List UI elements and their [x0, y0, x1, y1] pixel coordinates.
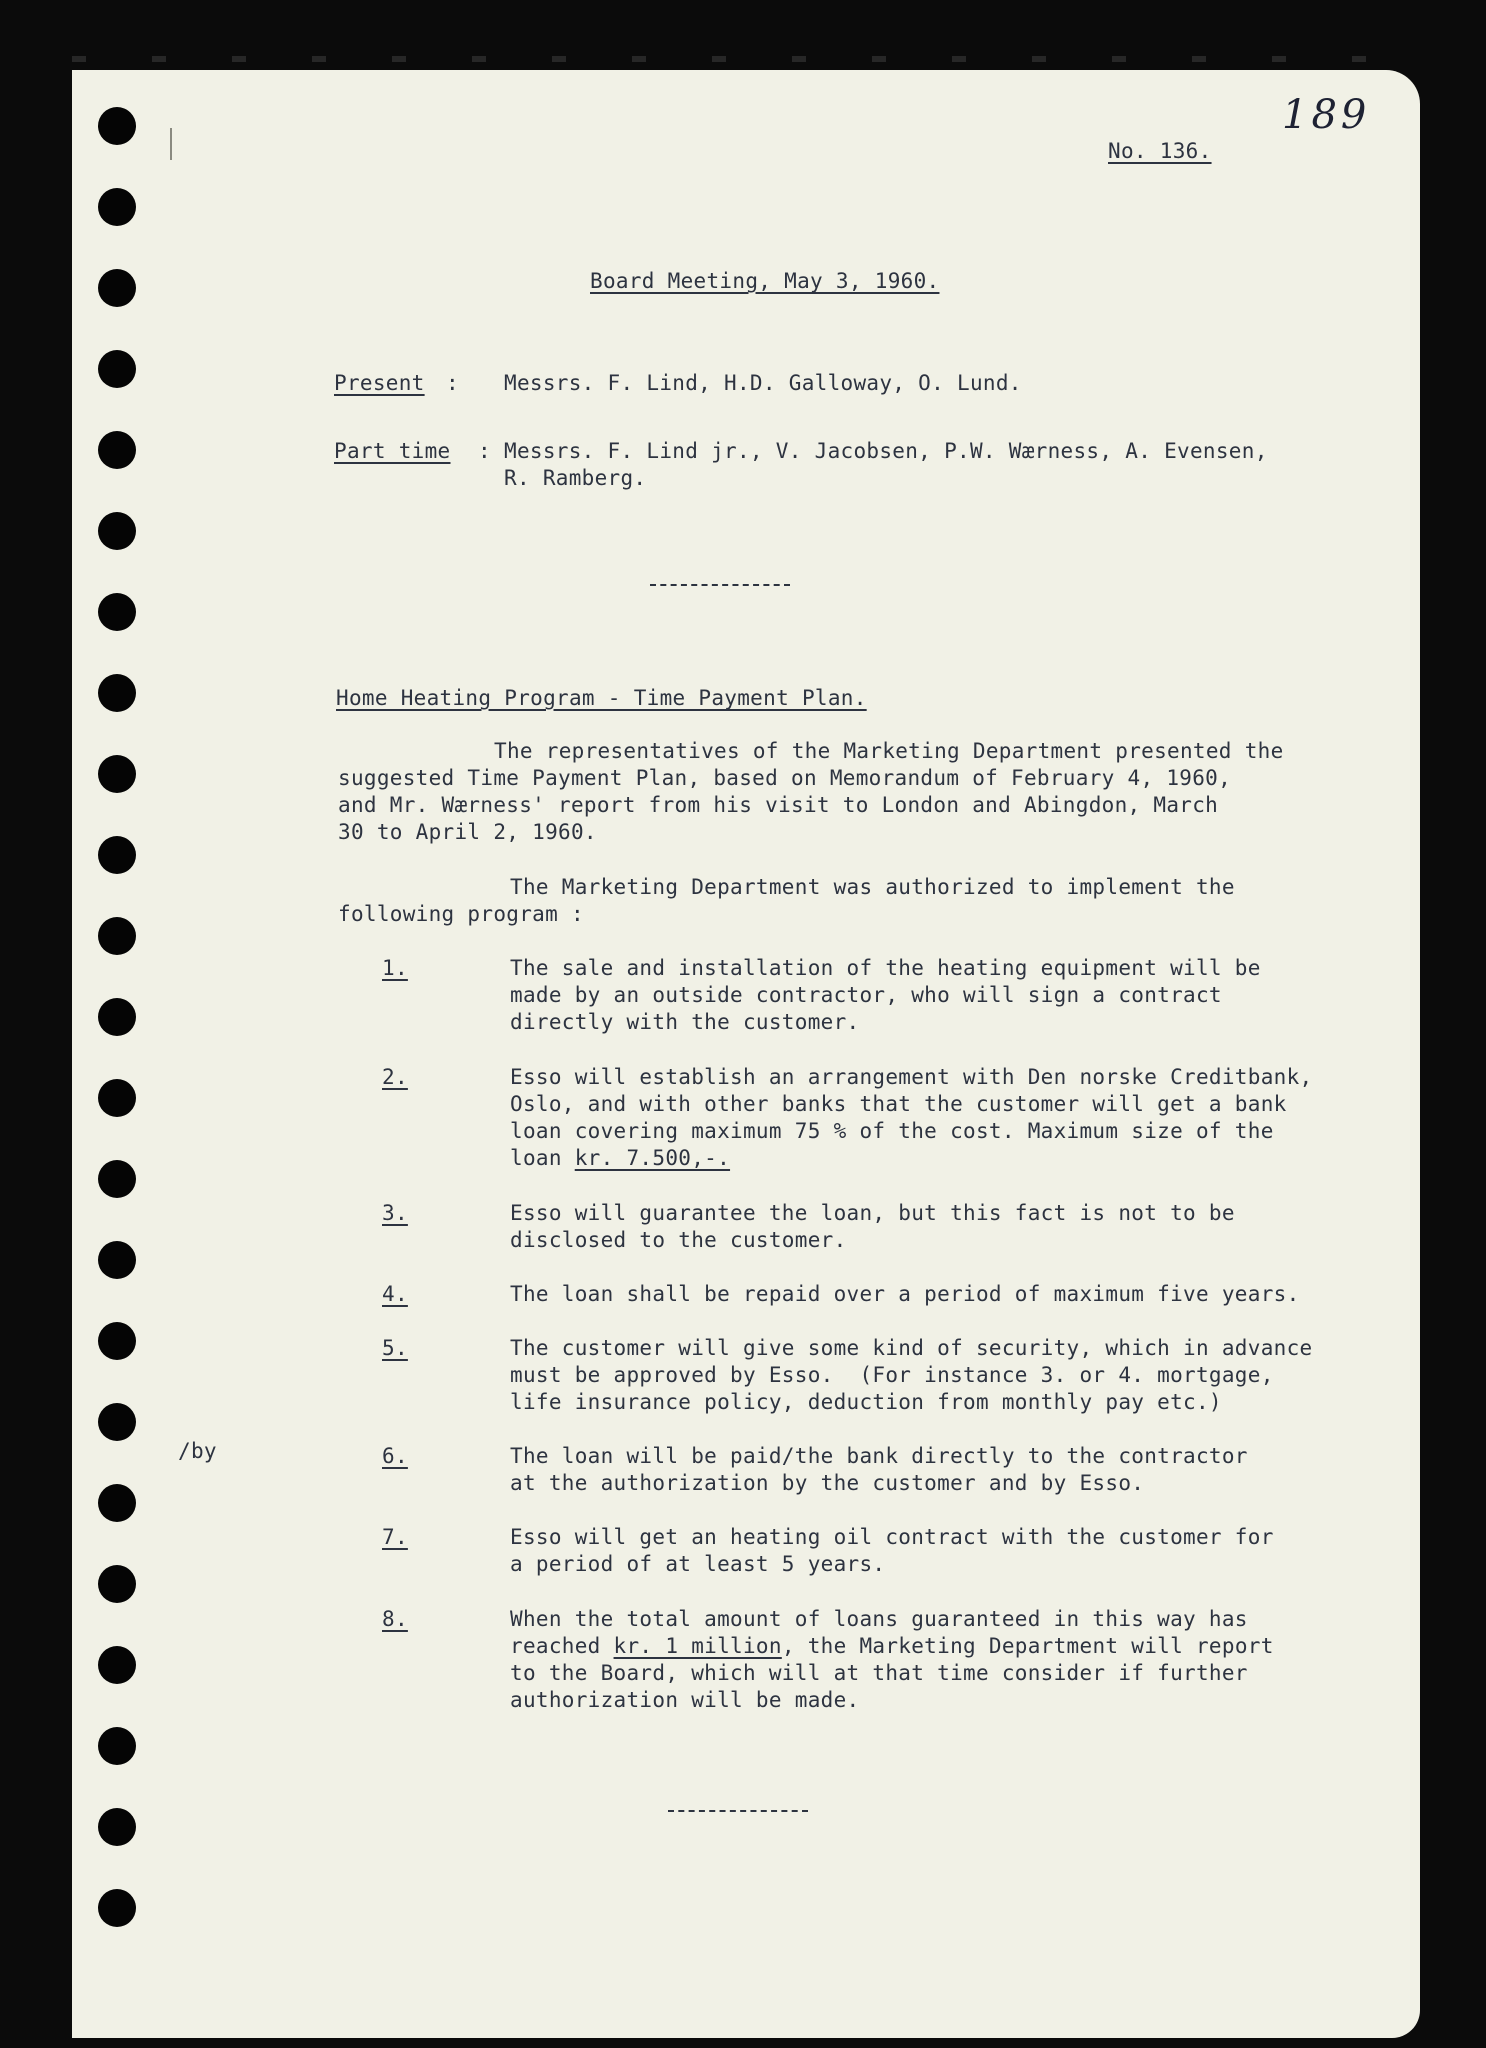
- punch-hole: [98, 998, 136, 1036]
- text-line: and Mr. Wærness' report from his visit to London and Abingdon, March: [338, 793, 1219, 817]
- loan-amount: kr. 7.500,-.: [574, 1146, 731, 1170]
- list-item-text: authorization will be made.: [510, 1688, 860, 1712]
- loan-limit: kr. 1 million: [613, 1634, 782, 1658]
- punch-hole: [98, 269, 136, 307]
- list-item-number: 8.: [382, 1607, 408, 1631]
- list-item-number: 3.: [382, 1201, 408, 1225]
- margin-note: /by: [178, 1439, 217, 1463]
- reached-prefix: reached: [510, 1634, 614, 1658]
- part-time-names-cont: R. Ramberg.: [504, 466, 647, 490]
- folio-number: 189: [1282, 92, 1371, 138]
- punch-hole: [98, 1484, 136, 1522]
- list-item-text: The customer will give some kind of security, which in advance: [510, 1336, 1313, 1360]
- text-line: The representatives of the Marketing Department presented the: [494, 739, 1284, 763]
- list-item-text: Esso will guarantee the loan, but this fact is not to be: [510, 1201, 1235, 1225]
- part-time-separator: :: [478, 439, 491, 463]
- document-number: No. 136.: [1108, 139, 1212, 163]
- punch-hole: [98, 107, 136, 145]
- present-label: Present: [334, 371, 425, 395]
- punch-hole: [98, 1160, 136, 1198]
- list-item-number: 2.: [382, 1065, 408, 1089]
- text-line: 30 to April 2, 1960.: [338, 820, 597, 844]
- margin-mark: [170, 128, 172, 160]
- list-item-text: [510, 1145, 730, 1172]
- punch-hole: [98, 674, 136, 712]
- present-names: Messrs. F. Lind, H.D. Galloway, O. Lund.: [504, 371, 1022, 395]
- closing-divider: [668, 1810, 808, 1812]
- punch-hole: [98, 1889, 136, 1927]
- list-item-text: life insurance policy, deduction from monthly pay etc.): [510, 1390, 1222, 1414]
- present-separator: :: [446, 371, 459, 395]
- text-line: suggested Time Payment Plan, based on Memorandum of February 4, 1960,: [338, 766, 1232, 790]
- punch-hole: [98, 1403, 136, 1441]
- list-item-number: 5.: [382, 1336, 408, 1360]
- list-item-number: 6.: [382, 1444, 408, 1468]
- meeting-title: Board Meeting, May 3, 1960.: [590, 269, 940, 293]
- punch-hole: [98, 1727, 136, 1765]
- punch-hole: [98, 836, 136, 874]
- punch-hole: [98, 431, 136, 469]
- punch-hole: [98, 593, 136, 631]
- list-item-text: Esso will get an heating oil contract with the customer for: [510, 1525, 1274, 1549]
- list-item-text: The sale and installation of the heating equipment will be: [510, 956, 1261, 980]
- section-heading: Home Heating Program - Time Payment Plan.: [336, 686, 867, 710]
- list-item-number: 7.: [382, 1525, 408, 1549]
- list-item-text: [510, 1633, 1274, 1660]
- list-item-number: 1.: [382, 956, 408, 980]
- list-item-text: made by an outside contractor, who will sign a contract: [510, 983, 1222, 1007]
- list-item-text: Oslo, and with other banks that the customer will get a bank: [510, 1092, 1287, 1116]
- punch-hole: [98, 512, 136, 550]
- list-item-text: Esso will establish an arrangement with Den norske Creditbank,: [510, 1065, 1313, 1089]
- loan-prefix: loan: [510, 1146, 575, 1170]
- list-item-text: must be approved by Esso. (For instance 3. or 4. mortgage,: [510, 1363, 1274, 1387]
- list-item-text: to the Board, which will at that time consider if further: [510, 1661, 1248, 1685]
- punch-hole: [98, 755, 136, 793]
- list-item-text: The loan will be paid/the bank directly to the contractor: [510, 1444, 1248, 1468]
- punch-hole: [98, 188, 136, 226]
- section-divider: [650, 584, 790, 586]
- part-time-names: Messrs. F. Lind jr., V. Jacobsen, P.W. Wærness, A. Evensen,: [504, 439, 1268, 463]
- punch-hole: [98, 1079, 136, 1117]
- punch-hole: [98, 1646, 136, 1684]
- list-item-number: 4.: [382, 1282, 408, 1306]
- part-time-label: Part time: [334, 439, 451, 463]
- page-top-edge: [72, 56, 1420, 62]
- punch-hole: [98, 1808, 136, 1846]
- text-line: following program :: [338, 902, 584, 926]
- punch-hole: [98, 1322, 136, 1360]
- list-item-text: When the total amount of loans guaranteed in this way has: [510, 1607, 1248, 1631]
- list-item-text: a period of at least 5 years.: [510, 1552, 886, 1576]
- list-item-text: The loan shall be repaid over a period of maximum five years.: [510, 1282, 1300, 1306]
- text-line: The Marketing Department was authorized to implement the: [510, 875, 1235, 899]
- document-page: [72, 70, 1420, 2038]
- punch-hole: [98, 1565, 136, 1603]
- list-item-text: directly with the customer.: [510, 1010, 860, 1034]
- list-item-text: at the authorization by the customer and by Esso.: [510, 1471, 1145, 1495]
- punch-hole: [98, 917, 136, 955]
- list-item-text: loan covering maximum 75 % of the cost. Maximum size of the: [510, 1119, 1274, 1143]
- reached-suffix: , the Marketing Department will report: [781, 1634, 1274, 1658]
- list-item-text: disclosed to the customer.: [510, 1228, 847, 1252]
- punch-hole: [98, 1241, 136, 1279]
- punch-hole: [98, 350, 136, 388]
